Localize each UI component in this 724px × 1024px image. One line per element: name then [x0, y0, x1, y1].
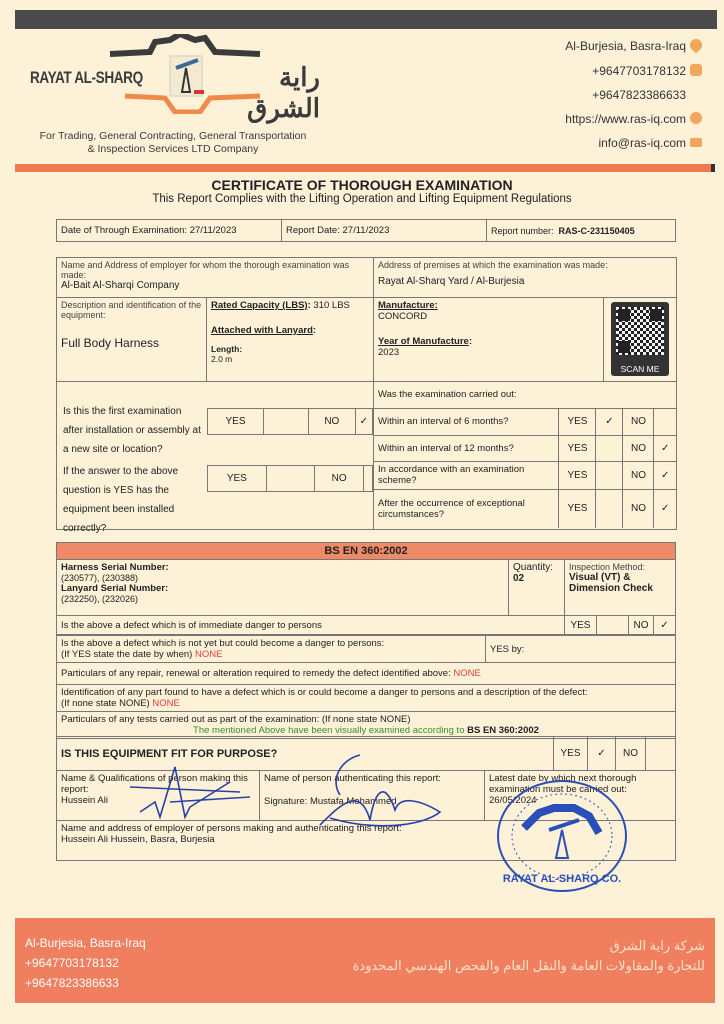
exam-date-cell [57, 220, 282, 242]
report-number-cell [487, 220, 676, 242]
tagline-line-1: For Trading, General Contracting, General Transportation [39, 130, 307, 142]
lanyard-label: Attached with Lanyard [211, 325, 313, 336]
next-exam-label: Latest date by which next thorough examination must be carried out: [489, 773, 637, 795]
no-option[interactable]: NO [623, 461, 654, 489]
header-email[interactable] [598, 136, 702, 150]
lanyard-serial-value: (232250), (232026) [61, 594, 139, 604]
inspection-method-label: Inspection Method: [568, 562, 646, 572]
future-danger-value: NONE [194, 649, 223, 660]
identification-value: NONE [152, 698, 180, 709]
future-danger-cell [57, 636, 486, 663]
quantity-cell [508, 560, 564, 616]
maker-value: Hussein Ali [61, 795, 108, 806]
length-value: 2.0 m [211, 354, 233, 364]
harness-serial-label: Harness Serial Number: [61, 562, 169, 573]
equipment-description-label: Description and identification of the equipment: [61, 300, 202, 320]
yes-check-box[interactable] [596, 616, 628, 635]
logo-text-ar: راية الشرق [247, 62, 320, 123]
future-danger-question: Is the above a defect which is not yet but could become a danger to persons: [61, 638, 385, 649]
year-label: Year of Manufacture [378, 336, 469, 347]
premises-label: Address of premises at which the examination was made: [378, 260, 608, 270]
yes-option[interactable]: YES [564, 616, 596, 635]
tests-question: Particulars of any tests carried out as part of the examination: (If none state NONE) [61, 714, 411, 725]
equipment-description-cell [57, 298, 207, 382]
serial-numbers-cell [57, 560, 509, 616]
yes-option[interactable]: YES [559, 489, 596, 528]
capacity-cell: Rated Capacity (LBS): 310 LBS Attached with Lanyard: Length: 2.0 m [207, 298, 374, 382]
interval-6-months-question: Within an interval of 6 months? [374, 408, 559, 435]
carried-out-table [374, 382, 676, 528]
yes-check-mark[interactable]: ✓ [588, 737, 616, 771]
next-exam-date: 26/05/2024 [489, 795, 537, 806]
location-pin-icon [688, 37, 705, 54]
tests-standard: BS EN 360:2002 [467, 725, 539, 736]
report-date-cell [282, 220, 487, 242]
maker-label: Name & Qualifications of person making this report: [61, 773, 248, 795]
footer-contact [25, 933, 146, 993]
employer-label: Name and Address of employer for whom the thorough examination was made: [61, 260, 350, 280]
manufacture-label: Manufacture: [378, 300, 438, 311]
yes-check-box[interactable] [596, 461, 623, 489]
company-tagline [28, 130, 318, 156]
carried-out-cell [374, 382, 677, 530]
header-divider [15, 164, 715, 172]
yes-check-box[interactable] [596, 435, 623, 461]
authenticator-label: Name of person authenticating this report: [264, 773, 441, 784]
repair-value: NONE [453, 668, 481, 679]
employer-of-persons-label: Name and address of employer of persons making and authenticating this report: [61, 823, 402, 834]
footer-phone-1: +9647703178132 [25, 956, 119, 970]
rated-capacity-label: Rated Capacity (LBS) [211, 300, 308, 311]
footer-arabic-line-1: شركة راية الشرق [609, 938, 705, 953]
premises-cell [374, 258, 677, 298]
no-check-mark[interactable]: ✓ [654, 461, 676, 489]
quantity-value: 02 [512, 573, 525, 584]
authenticator-signature-icon [300, 750, 450, 830]
no-check-mark[interactable]: ✓ [654, 489, 676, 528]
qr-code[interactable] [611, 302, 669, 376]
company-logo [30, 34, 320, 123]
employer-of-persons-value: Hussein Ali Hussein, Basra, Burjesia [61, 834, 215, 845]
no-option[interactable]: NO [628, 616, 653, 635]
examination-scheme-question: In accordance with an examination scheme? [374, 461, 559, 489]
fit-for-purpose-question: IS THIS EQUIPMENT FIT FOR PURPOSE? [57, 737, 554, 771]
no-check-box[interactable] [646, 737, 676, 771]
examination-form [56, 257, 677, 534]
footer-arabic-line-2: للتجارة والمقاولات العامة والنقل العام والفحص الهندسي المحدودة [352, 958, 705, 973]
footer-address: Al-Burjesia, Basra-Iraq [25, 936, 146, 950]
report-date-label: Report Date: [286, 225, 340, 236]
yes-option[interactable]: YES [559, 435, 596, 461]
exceptional-circumstances-question: After the occurrence of exceptional circumstances? [374, 489, 559, 528]
footer-phone-2: +9647823386633 [25, 976, 119, 990]
yes-option[interactable]: YES [208, 466, 267, 492]
header-top-bar [15, 10, 717, 29]
yes-option[interactable]: YES [208, 409, 264, 435]
identification-cell [57, 685, 676, 712]
manufacture-cell: Manufacture: CONCORD Year of Manufacture: 2023 [374, 298, 604, 382]
carried-out-label: Was the examination carried out: [378, 389, 517, 401]
lanyard-serial-label: Lanyard Serial Number: [61, 583, 169, 594]
no-option[interactable]: NO [315, 466, 364, 492]
first-exam-yes-no [207, 408, 373, 435]
employer-value: Al-Bait Al-Sharqi Company [61, 280, 180, 291]
header-address [565, 39, 702, 53]
identification-question: Identification of any part found to have a defect which is or could become a danger to persons and a description of the defect: [61, 687, 588, 698]
exam-date-value: 27/11/2023 [189, 225, 237, 236]
stamp-text: RAYAT AL-SHARQ CO. [502, 873, 622, 885]
qr-code-icon [616, 307, 664, 355]
address-text: Al-Burjesia, Basra-Iraq [565, 39, 686, 53]
website-link[interactable]: https://www.ras-iq.com [565, 112, 686, 126]
quantity-label: Quantity: [512, 562, 554, 573]
report-number-label: Report number: [491, 225, 554, 236]
no-check-mark[interactable]: ✓ [355, 409, 372, 435]
no-check-box[interactable] [364, 466, 373, 492]
no-option[interactable]: NO [623, 435, 654, 461]
phone-1-text: +9647703178132 [592, 64, 686, 78]
report-date-value: 27/11/2023 [342, 225, 390, 236]
no-option[interactable]: NO [309, 409, 356, 435]
no-check-mark[interactable]: ✓ [653, 616, 675, 635]
manufacture-value: CONCORD [378, 311, 428, 322]
equipment-description-value: Full Body Harness [61, 336, 160, 350]
repair-cell [57, 663, 676, 685]
footer-arabic [353, 936, 706, 976]
certificate-subtitle: This Report Complies with the Lifting Operation and Lifting Equipment Regulations [152, 193, 572, 205]
certificate-title: CERTIFICATE OF THOROUGH EXAMINATION [211, 177, 513, 193]
immediate-danger-question: Is the above a defect which is of immediate danger to persons [57, 616, 565, 635]
tests-value: The mentioned Above have been visually examined according to [193, 725, 465, 736]
installed-correctly-yes-no [207, 465, 373, 492]
yes-check-box[interactable] [266, 466, 315, 492]
serials-form [56, 542, 676, 635]
no-option[interactable]: NO [623, 408, 654, 435]
report-number-value: RAS-C-231150405 [558, 225, 635, 236]
no-check-box[interactable] [654, 408, 676, 435]
company-stamp [494, 778, 630, 894]
identification-sub: (If none state NONE) [61, 698, 150, 709]
yes-check-mark[interactable]: ✓ [596, 408, 623, 435]
repair-question: Particulars of any repair, renewal or alteration required to remedy the defect identified above: [61, 668, 451, 679]
year-value: 2023 [378, 347, 400, 358]
globe-icon [690, 112, 702, 124]
yes-option[interactable]: YES [559, 408, 596, 435]
phone-icon [690, 64, 702, 76]
inspection-method-value: Visual (VT) & Dimension Check [568, 572, 653, 594]
header-phone-1 [592, 64, 702, 78]
email-link[interactable]: info@ras-iq.com [598, 136, 686, 150]
employer-cell [57, 258, 374, 298]
tests-cell [57, 712, 676, 739]
phone-2-text: +9647823386633 [592, 88, 686, 102]
no-option[interactable]: NO [623, 489, 654, 528]
exam-date-label: Date of Through Examination: [61, 225, 188, 236]
yes-check-box[interactable] [596, 489, 623, 528]
logo-text-en: RAYAT AL-SHARQ [30, 68, 143, 87]
first-exam-cell [57, 382, 374, 534]
rated-capacity-value: 310 LBS [313, 300, 350, 311]
header-phone-2 [592, 88, 686, 102]
harness-serial-value: (230577), (230388) [61, 573, 139, 583]
authenticator-value: Signature: Mustafa Mohammed [264, 796, 397, 807]
footer-band [15, 918, 715, 1003]
report-info-table [56, 219, 676, 242]
interval-12-months-question: Within an interval of 12 months? [374, 435, 559, 461]
header-website[interactable] [565, 112, 702, 126]
tagline-line-2: & Inspection Services LTD Company [87, 143, 259, 155]
yes-option[interactable]: YES [559, 461, 596, 489]
no-check-mark[interactable]: ✓ [654, 435, 676, 461]
envelope-icon [690, 138, 702, 147]
qr-scan-label: SCAN ME [620, 364, 660, 374]
maker-signature-icon [130, 762, 260, 824]
first-exam-question: Is this the first examination after installation or assembly at a new site or location? [63, 406, 201, 455]
premises-value: Rayat Al-Sharq Yard / Al-Burjesia [378, 276, 525, 287]
standard-band: BS EN 360:2002 [57, 543, 676, 560]
yes-by-field[interactable]: YES by: [486, 636, 676, 663]
yes-option[interactable]: YES [554, 737, 588, 771]
length-label: Length: [211, 344, 243, 354]
inspection-method-cell [564, 560, 675, 616]
future-danger-sub: (If YES state the date by when) [61, 649, 193, 660]
yes-check-box[interactable] [264, 409, 309, 435]
defects-form [56, 635, 676, 739]
no-option[interactable]: NO [616, 737, 646, 771]
qr-cell [604, 298, 677, 382]
installed-correctly-question: If the answer to the above question is YES has the equipment been installed correctly? [63, 466, 179, 534]
